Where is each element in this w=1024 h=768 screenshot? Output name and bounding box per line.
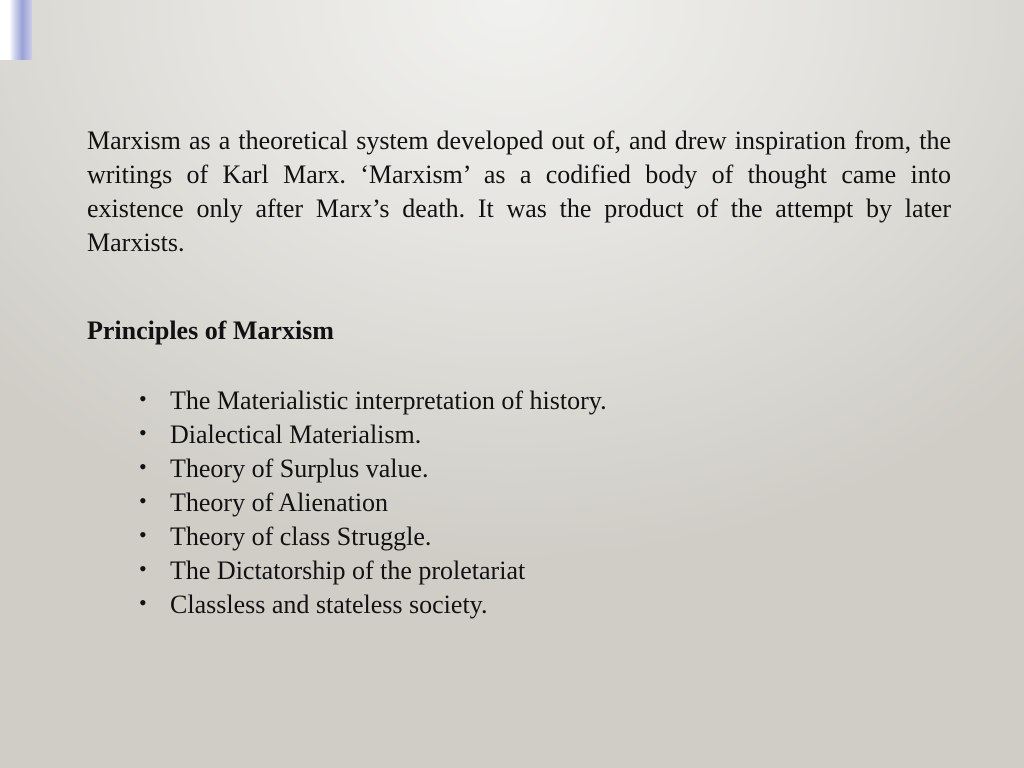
corner-accent-decoration xyxy=(0,0,32,60)
bullet-icon: • xyxy=(139,386,147,411)
list-item xyxy=(139,554,951,588)
list-item-text: The Materialistic interpretation of history. xyxy=(170,386,607,415)
list-item-text: Dialectical Materialism. xyxy=(170,420,422,449)
intro-paragraph: Marxism as a theoretical system developed out of, and drew inspiration from, the writings of Karl Marx. ‘Marxism’ as a codified body of thought came into existence only after Marx’s death. It was the product of the attempt by later Marxists. xyxy=(87,126,951,257)
list-item xyxy=(139,418,951,452)
list-item-text: The Dictatorship of the proletariat xyxy=(170,556,526,585)
list-item-text: Classless and stateless society. xyxy=(170,590,488,619)
list-item xyxy=(139,452,951,486)
list-item xyxy=(139,588,951,622)
bullet-icon: • xyxy=(139,590,147,615)
bullet-icon: • xyxy=(139,522,147,547)
list-item-text: Theory of Alienation xyxy=(170,488,389,517)
bullet-icon: • xyxy=(139,488,147,513)
bullet-icon: • xyxy=(139,454,147,479)
bullet-icon: • xyxy=(139,420,147,445)
list-item xyxy=(139,384,951,418)
list-item-text: Theory of class Struggle. xyxy=(170,522,432,551)
bullet-icon: • xyxy=(139,556,147,581)
list-item xyxy=(139,486,951,520)
list-item xyxy=(139,520,951,554)
principles-list xyxy=(139,384,951,622)
list-item-text: Theory of Surplus value. xyxy=(170,454,429,483)
section-heading: Principles of Marxism xyxy=(87,316,334,345)
slide-content xyxy=(87,124,951,622)
